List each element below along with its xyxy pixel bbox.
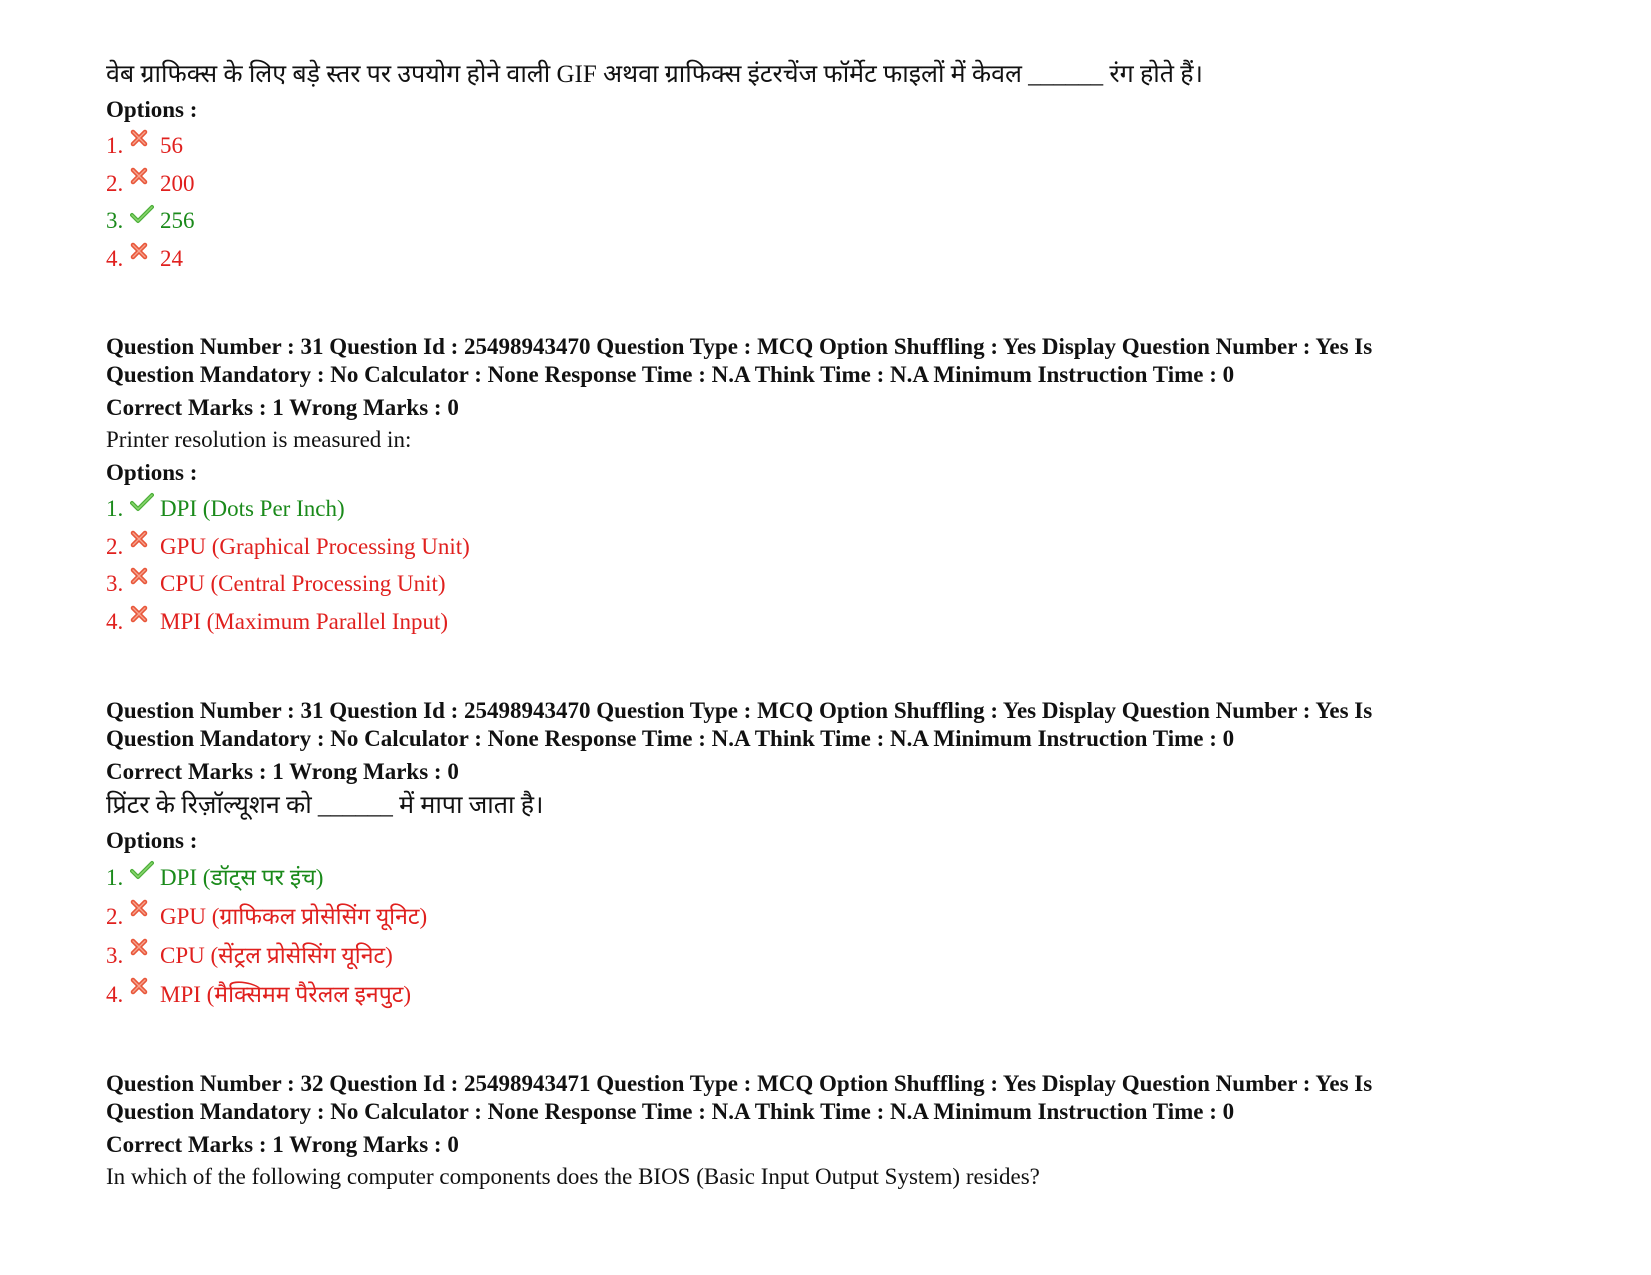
options-label: Options : xyxy=(106,828,198,853)
option-number: 1. xyxy=(106,865,124,890)
question-text: प्रिंटर के रिज़ॉल्यूशन को ______ में मापा जाता है। xyxy=(106,792,544,819)
option-number: 4. xyxy=(106,608,124,634)
question-meta-line-2: Question Mandatory : No Calculator : None Response Time : N.A Think Time : N.A Minimum Instruction Time : 0 xyxy=(106,726,1235,751)
option-text: 256 xyxy=(160,208,195,233)
option-number: 2. xyxy=(106,170,124,196)
question-meta-line-2: Question Mandatory : No Calculator : None Response Time : N.A Think Time : N.A Minimum Instruction Time : 0 xyxy=(106,1099,1235,1124)
option-number: 3. xyxy=(106,571,124,596)
option-number: 4. xyxy=(106,245,124,271)
option-number: 3. xyxy=(106,208,124,233)
option-text: 56 xyxy=(160,133,183,158)
option-2 xyxy=(106,165,1546,203)
question-31-hindi xyxy=(106,697,1546,1014)
option-2 xyxy=(106,528,1546,566)
option-3 xyxy=(106,202,1546,240)
options-label: Options : xyxy=(106,97,198,122)
option-text: DPI (Dots Per Inch) xyxy=(160,496,345,521)
option-1 xyxy=(106,858,1546,897)
option-2 xyxy=(106,897,1546,936)
option-text: 24 xyxy=(160,245,183,271)
question-text: Printer resolution is measured in: xyxy=(106,427,412,452)
option-4 xyxy=(106,240,1546,278)
option-text: DPI (डॉट्स पर इंच) xyxy=(160,865,324,890)
option-number: 3. xyxy=(106,943,124,968)
option-text: MPI (मैक्सिमम पैरेलल इनपुट) xyxy=(160,982,412,1007)
option-text: CPU (सेंट्रल प्रोसेसिंग यूनिट) xyxy=(160,943,393,968)
marks-line: Correct Marks : 1 Wrong Marks : 0 xyxy=(106,1132,459,1157)
option-text: 200 xyxy=(160,170,195,196)
question-meta-line-1: Question Number : 31 Question Id : 25498943470 Question Type : MCQ Option Shuffling : Yes Display Question Number : Yes Is xyxy=(106,698,1373,723)
option-number: 2. xyxy=(106,533,124,559)
question-meta-line-1: Question Number : 31 Question Id : 25498943470 Question Type : MCQ Option Shuffling : Yes Display Question Number : Yes Is xyxy=(106,334,1373,359)
option-text: GPU (ग्राफिकल प्रोसेसिंग यूनिट) xyxy=(160,904,428,929)
option-text: GPU (Graphical Processing Unit) xyxy=(160,533,470,559)
marks-line: Correct Marks : 1 Wrong Marks : 0 xyxy=(106,395,459,420)
option-3 xyxy=(106,565,1546,603)
option-number: 2. xyxy=(106,904,124,929)
option-3 xyxy=(106,936,1546,975)
question-31-english xyxy=(106,333,1546,640)
option-text: CPU (Central Processing Unit) xyxy=(160,571,446,596)
option-text: MPI (Maximum Parallel Input) xyxy=(160,608,449,634)
option-number: 1. xyxy=(106,133,124,158)
question-text: वेब ग्राफिक्स के लिए बड़े स्तर पर उपयोग होने वाली GIF अथवा ग्राफिक्स इंटरचेंज फॉर्मेट फाइलों में केवल ______ रंग होते हैं। xyxy=(106,61,1203,88)
question-30-hindi xyxy=(106,58,1546,277)
question-32-english xyxy=(106,1070,1546,1192)
marks-line: Correct Marks : 1 Wrong Marks : 0 xyxy=(106,759,459,784)
options-label: Options : xyxy=(106,460,198,485)
option-number: 4. xyxy=(106,982,124,1007)
option-4 xyxy=(106,603,1546,641)
option-4 xyxy=(106,975,1546,1014)
option-1 xyxy=(106,490,1546,528)
question-meta-line-2: Question Mandatory : No Calculator : None Response Time : N.A Think Time : N.A Minimum Instruction Time : 0 xyxy=(106,362,1235,387)
question-meta-line-1: Question Number : 32 Question Id : 25498943471 Question Type : MCQ Option Shuffling : Yes Display Question Number : Yes Is xyxy=(106,1071,1373,1096)
option-number: 1. xyxy=(106,496,124,521)
question-text: In which of the following computer components does the BIOS (Basic Input Output System) resides? xyxy=(106,1164,1040,1189)
option-1 xyxy=(106,127,1546,165)
